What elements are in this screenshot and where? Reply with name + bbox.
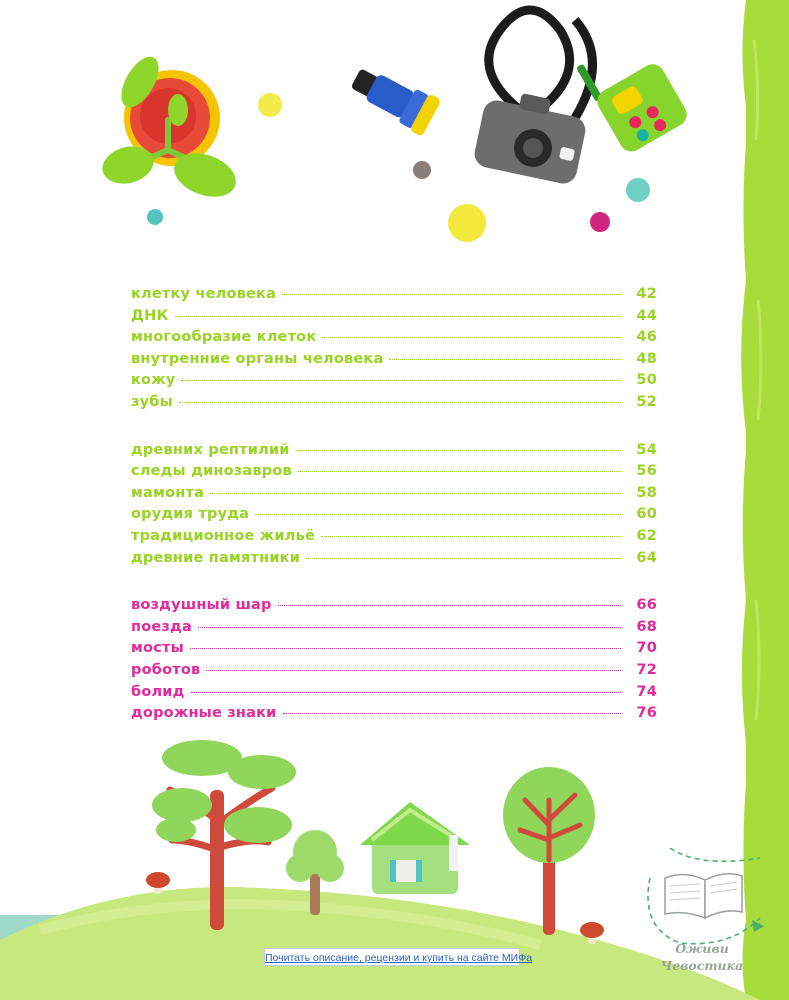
toc-entry-page: 76 xyxy=(636,705,657,722)
teal-ball xyxy=(147,209,163,225)
dot-leader xyxy=(322,337,621,338)
toc-entry[interactable] xyxy=(131,284,657,306)
toc-entry-page: 56 xyxy=(636,463,657,480)
mint-ball xyxy=(626,178,650,202)
badge-line-2: Чевостика xyxy=(660,958,744,973)
dot-leader xyxy=(191,692,621,693)
toc-entry-title: следы динозавров xyxy=(131,463,292,480)
toc-entry[interactable] xyxy=(131,327,657,349)
yellow-big-ball xyxy=(448,204,486,242)
toc-entry-title: мосты xyxy=(131,640,184,657)
dot-leader xyxy=(198,627,621,628)
toc-entry[interactable] xyxy=(131,617,657,639)
toc-entry-title: зубы xyxy=(131,393,173,410)
toc-entry[interactable] xyxy=(131,703,657,725)
dot-leader xyxy=(206,670,621,671)
house-icon xyxy=(360,802,470,894)
top-decorations xyxy=(0,0,740,260)
toc-group-ancient-world xyxy=(131,440,657,570)
toc-entry[interactable] xyxy=(131,526,657,548)
plant-sprout-icon xyxy=(98,51,242,205)
toc-entry-title: болид xyxy=(131,683,185,700)
toc-entry-title: дорожные знаки xyxy=(131,705,277,722)
toc-entry-title: многообразие клеток xyxy=(131,329,317,346)
toc-entry[interactable] xyxy=(131,504,657,526)
toc-entry[interactable] xyxy=(131,548,657,570)
toc-entry-page: 74 xyxy=(636,683,657,700)
toc-entry-page: 72 xyxy=(636,661,657,678)
toc-entry-page: 68 xyxy=(636,618,657,635)
dot-leader xyxy=(210,493,621,494)
toc-entry-page: 46 xyxy=(636,329,657,346)
toc-entry[interactable] xyxy=(131,440,657,462)
toc-entry[interactable] xyxy=(131,370,657,392)
buy-link[interactable]: Почитать описание, рецензии и купить на сайте МИФа xyxy=(264,948,520,966)
badge-label xyxy=(640,940,764,974)
toc-entry[interactable] xyxy=(131,349,657,371)
dot-leader xyxy=(321,536,621,537)
toc-group-technology xyxy=(131,595,657,725)
table-of-contents xyxy=(131,284,657,751)
dot-leader xyxy=(282,294,621,295)
toc-entry-page: 58 xyxy=(636,484,657,501)
ozhivi-chevostika-badge[interactable] xyxy=(640,848,772,988)
toc-entry[interactable] xyxy=(131,483,657,505)
toc-entry-page: 66 xyxy=(636,597,657,614)
toc-entry-title: традиционное жильё xyxy=(131,527,316,544)
dot-leader xyxy=(255,514,621,515)
toc-entry-title: кожу xyxy=(131,372,176,389)
dot-leader xyxy=(296,450,621,451)
toc-entry-title: воздушный шар xyxy=(131,597,272,614)
toc-entry-page: 62 xyxy=(636,527,657,544)
toc-entry-page: 42 xyxy=(636,286,657,302)
dot-leader xyxy=(283,713,622,714)
toc-entry-page: 70 xyxy=(636,640,657,657)
toc-entry[interactable] xyxy=(131,638,657,660)
dot-leader xyxy=(278,605,621,606)
toc-entry[interactable] xyxy=(131,392,657,414)
toc-entry-page: 50 xyxy=(636,372,657,389)
toc-entry[interactable] xyxy=(131,306,657,328)
toc-group-human-body xyxy=(131,284,657,414)
dot-leader xyxy=(179,402,621,403)
dot-leader xyxy=(181,380,621,381)
open-book-icon xyxy=(640,848,772,948)
toc-entry[interactable] xyxy=(131,461,657,483)
dot-leader xyxy=(389,359,621,360)
toc-entry-title: роботов xyxy=(131,661,201,678)
toc-entry-title: поезда xyxy=(131,618,192,635)
toc-entry-page: 52 xyxy=(636,393,657,410)
toc-entry-page: 44 xyxy=(636,307,657,324)
toc-entry-page: 54 xyxy=(636,441,657,458)
dot-leader xyxy=(175,316,621,317)
toc-entry-title: древних рептилий xyxy=(131,441,290,458)
toc-entry[interactable] xyxy=(131,682,657,704)
toc-entry-title: мамонта xyxy=(131,484,205,501)
toc-entry[interactable] xyxy=(131,660,657,682)
dot-leader xyxy=(298,471,621,472)
camera-icon xyxy=(472,10,592,186)
grey-ball xyxy=(413,161,431,179)
toc-entry-title: орудия труда xyxy=(131,506,250,523)
dot-leader xyxy=(306,558,621,559)
flashlight-icon xyxy=(346,59,442,136)
toc-entry-title: клетку человека xyxy=(131,286,277,302)
yellow-ball xyxy=(258,93,282,117)
magenta-ball xyxy=(590,212,610,232)
toc-entry-title: ДНК xyxy=(131,307,169,324)
toc-entry[interactable] xyxy=(131,595,657,617)
round-tree-icon xyxy=(503,767,595,935)
toc-entry-page: 48 xyxy=(636,350,657,367)
toc-entry-title: древние памятники xyxy=(131,549,301,566)
dot-leader xyxy=(190,648,621,649)
toc-entry-page: 64 xyxy=(636,549,657,566)
toc-entry-title: внутренние органы человека xyxy=(131,350,384,367)
badge-line-1: Оживи xyxy=(675,941,729,956)
toc-entry-page: 60 xyxy=(636,506,657,523)
